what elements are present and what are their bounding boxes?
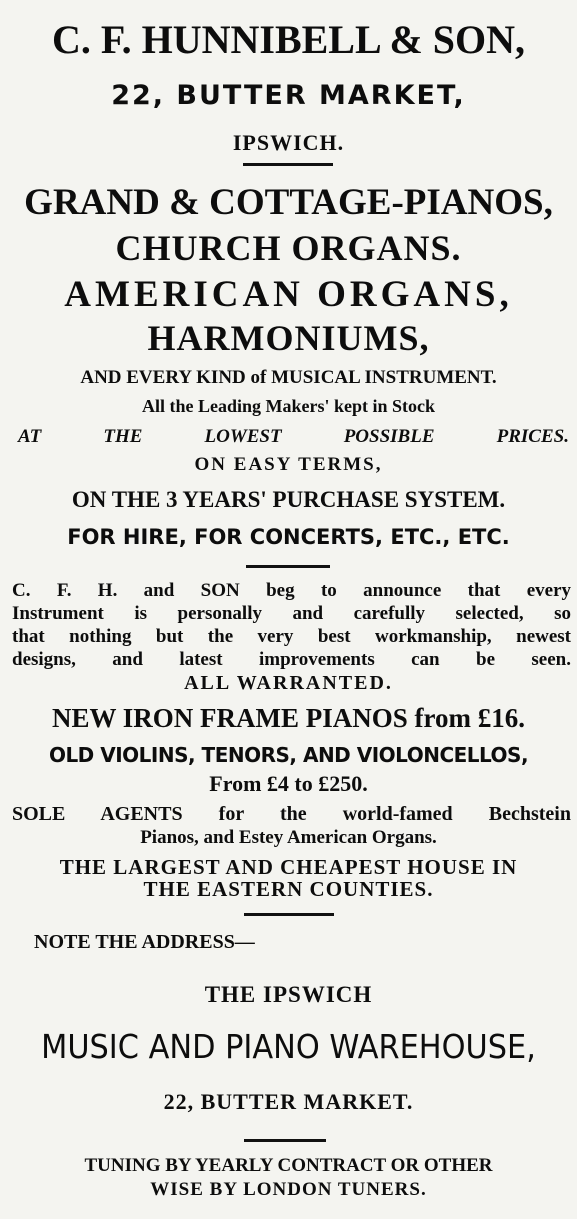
easy-terms-line: ON EASY TERMS, (194, 454, 383, 475)
warehouse-street-line: 22, BUTTER MARKET. (163, 1089, 414, 1114)
american-organs-heading: AMERICAN ORGANS, (64, 274, 513, 315)
warehouse-line: MUSIC AND PIANO WAREHOUSE, (41, 1027, 536, 1066)
divider (246, 565, 330, 568)
divider (243, 163, 333, 166)
divider (244, 913, 334, 916)
violins-line: OLD VIOLINS, TENORS, AND VIOLONCELLOS, (48, 743, 529, 767)
prices-word: AT (18, 426, 42, 447)
prices-word: POSSIBLE (343, 426, 435, 447)
harmoniums-heading: HARMONIUMS, (147, 318, 430, 358)
prices-word: PRICES. (496, 426, 569, 447)
leading-makers-line: All the Leading Makers' kept in Stock (141, 396, 436, 416)
musical-instrument-line: AND EVERY KIND of MUSICAL INSTRUMENT. (80, 367, 497, 388)
announcement-line: C. F. H. and SON beg to announce that every (12, 580, 571, 601)
announcement-line: Instrument is personally and carefully selected, so (12, 603, 571, 624)
london-tuners-line: WISE BY LONDON TUNERS. (150, 1179, 427, 1200)
announcement-line: designs, and latest improvements can be seen. (12, 649, 571, 670)
church-organs-heading: CHURCH ORGANS. (115, 228, 462, 268)
prices-word: THE (103, 426, 143, 447)
purchase-system-line: ON THE 3 YEARS' PURCHASE SYSTEM. (71, 487, 506, 512)
eastern-counties-line: THE EASTERN COUNTIES. (143, 877, 434, 901)
prices-word: LOWEST (204, 426, 282, 447)
firm-name: C. F. HUNNIBELL & SON, (51, 17, 526, 62)
street-address: 22, BUTTER MARKET, (111, 80, 466, 111)
hire-line: FOR HIRE, FOR CONCERTS, ETC., ETC. (67, 525, 510, 549)
announcement-line: that nothing but the very best workmanship, newest (12, 626, 571, 647)
sole-agents-line: SOLE AGENTS for the world-famed Bechstein (12, 803, 571, 825)
largest-house-line: THE LARGEST AND CHEAPEST HOUSE IN (59, 855, 518, 879)
iron-frame-line: NEW IRON FRAME PIANOS from £16. (51, 703, 525, 733)
estey-line: Pianos, and Estey American Organs. (140, 827, 437, 848)
note-address-line: NOTE THE ADDRESS— (34, 931, 255, 953)
announcement-paragraph (12, 579, 571, 671)
divider (244, 1139, 326, 1142)
town-name: IPSWICH. (232, 130, 345, 155)
lowest-prices-line (18, 427, 569, 446)
tuning-line: TUNING BY YEARLY CONTRACT OR OTHER (84, 1155, 493, 1176)
violin-price-line: From £4 to £250. (209, 771, 368, 796)
ipswich-line: THE IPSWICH (204, 982, 373, 1007)
pianos-heading: GRAND & COTTAGE-PIANOS, (24, 182, 553, 223)
warranted-line: ALL WARRANTED. (184, 672, 393, 694)
